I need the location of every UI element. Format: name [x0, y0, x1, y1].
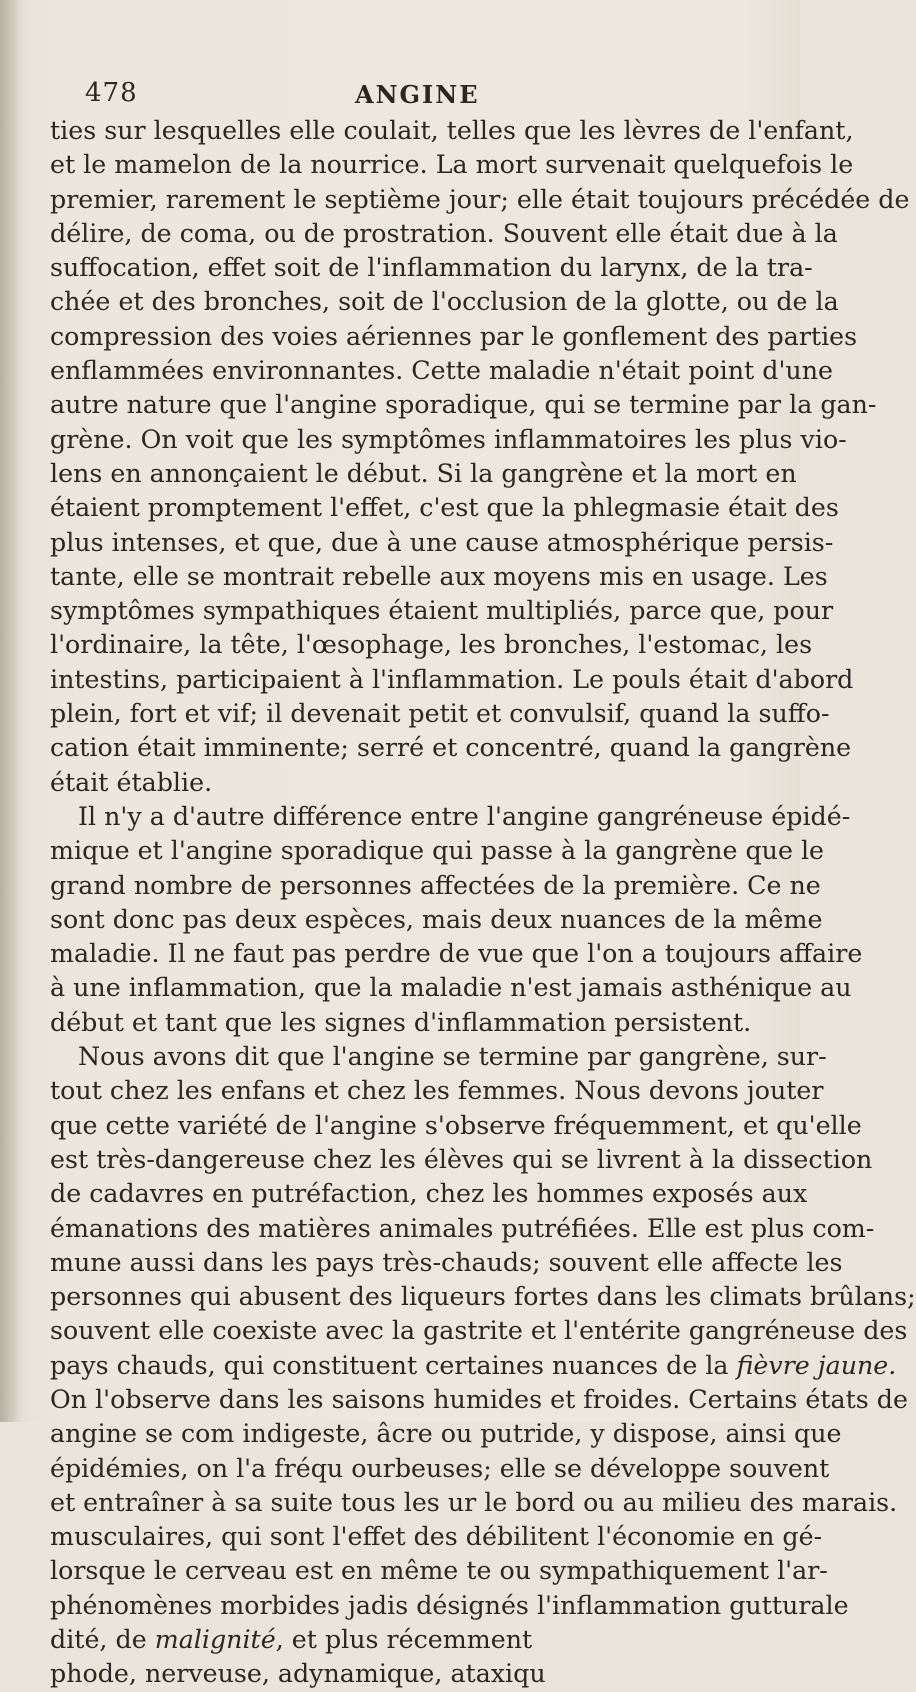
text-line-left: et entraîner à sa suite tous les [50, 1487, 440, 1517]
text-line [50, 663, 854, 697]
text-line [50, 388, 877, 422]
text-line-left: phode, nerveuse, adynamique, ataxiqu [50, 1659, 546, 1689]
text-line-content: grand nombre de personnes affectées de la première. Ce ne [50, 870, 821, 900]
text-line-content: plein, fort et vif; il devenait petit et convulsif, quand la suffo- [50, 699, 830, 729]
text-fragment: dité, de [50, 1625, 155, 1655]
page-spine-shadow [0, 0, 22, 1422]
text-line-left [50, 1625, 532, 1654]
text-line [50, 1040, 827, 1074]
text-line-content: intestins, participaient à l'inflammation. Le pouls était d'abord [50, 664, 854, 694]
text-line-content: cation était imminente; serré et concentré, quand la gangrène [50, 733, 852, 763]
text-line-content: lens en annonçaient le début. Si la gangrène et la mort en [50, 458, 797, 488]
body-text [50, 114, 916, 1692]
text-line [50, 217, 838, 251]
text-line [50, 766, 770, 800]
text-line [50, 1212, 875, 1246]
text-line [50, 285, 839, 319]
text-line [50, 1554, 828, 1588]
text-line-content: mique et l'angine sporadique qui passe à la gangrène que le [50, 836, 825, 866]
text-line-content: grène. On voit que les symptômes inflammatoires les plus vio- [50, 424, 847, 454]
text-line-right: indigeste, âcre ou putride, y dispose, ainsi que [234, 1419, 842, 1449]
text-line [50, 1246, 843, 1280]
text-line-right: ou sympathiquement l'ar- [491, 1556, 828, 1586]
text-line-content: souvent elle coexiste avec la gastrite et l'entérite gangréneuse des [50, 1316, 908, 1346]
text-line [50, 1589, 849, 1623]
text-line-content: de cadavres en putréfaction, chez les hommes exposés aux [50, 1179, 808, 1209]
text-line-left: épidémies, on l'a fréqu [50, 1453, 344, 1483]
text-line-content: mune aussi dans les pays très-chauds; souvent elle affecte les [50, 1247, 843, 1277]
text-line [50, 1006, 770, 1040]
text-line [50, 491, 839, 525]
text-line [50, 423, 847, 457]
page-header [85, 78, 725, 114]
text-line-content: premier, rarement le septième jour; elle était toujours précédée de [50, 184, 910, 214]
text-line-content: tout chez les enfans et chez les femmes. Nous devons jouter [50, 1076, 824, 1106]
text-line [50, 1177, 808, 1211]
italic-term: malignité [154, 1625, 276, 1655]
text-line-content: émanations des matières animales putréfiées. Elle est plus com- [50, 1213, 875, 1243]
text-fragment: , et plus récemment [275, 1625, 533, 1655]
text-line [50, 903, 823, 937]
page-number: 478 [85, 78, 138, 108]
text-line-content: début et tant que les signes d'inflammation persistent. [50, 1007, 752, 1037]
text-line-content: autre nature que l'angine sporadique, qui se termine par la gan- [50, 390, 877, 420]
text-line-right: ur le bord ou au milieu des marais. [439, 1487, 898, 1517]
text-line-content: était établie. [50, 767, 213, 797]
text-line [50, 731, 852, 765]
text-line-right: l'inflammation gutturale [528, 1590, 849, 1620]
text-line [50, 1417, 842, 1451]
text-line-content: délire, de coma, ou de prostration. Souvent elle était due à la [50, 218, 838, 248]
running-head: ANGINE [355, 80, 480, 109]
text-line-content: Nous avons dit que l'angine se termine par gangrène, sur- [78, 1042, 827, 1072]
text-line-content: ties sur lesquelles elle coulait, telles que les lèvres de l'enfant, [50, 116, 854, 145]
text-line-content: que cette variété de l'angine s'observe fréquemment, et qu'elle [50, 1110, 862, 1140]
text-line [50, 560, 828, 594]
text-line-content: plus intenses, et que, due à une cause atmosphérique persis- [50, 527, 834, 557]
text-line [50, 526, 834, 560]
text-line [50, 320, 858, 354]
text-line-content: est très-dangereuse chez les élèves qui se livrent à la dissection [50, 1144, 873, 1174]
text-line-content: Il n'y a d'autre différence entre l'angine gangréneuse épidé- [78, 801, 851, 831]
text-line [50, 1109, 862, 1143]
text-line-left: lorsque le cerveau est en même te [50, 1556, 492, 1586]
text-line [50, 697, 830, 731]
text-line-content: chée et des bronches, soit de l'occlusion de la glotte, ou de la [50, 287, 839, 317]
text-line [50, 1623, 770, 1657]
text-line [50, 354, 833, 388]
text-line [50, 834, 825, 868]
text-line-content: personnes qui abusent des liqueurs fortes dans les climats brûlans; [50, 1282, 916, 1312]
text-line-content: On l'observe dans les saisons humides et froides. Certains états de [50, 1384, 908, 1414]
text-line [50, 1280, 916, 1314]
text-line-left: musculaires, qui sont l'effet des [50, 1522, 458, 1552]
text-line-content: sont donc pas deux espèces, mais deux nuances de la même [50, 904, 823, 934]
text-line [50, 1520, 823, 1554]
text-line [50, 1452, 830, 1486]
text-line-content: symptômes sympathiques étaient multipliés, parce que, pour [50, 596, 834, 626]
text-line [50, 971, 852, 1005]
text-line [50, 937, 863, 971]
text-line [50, 1486, 898, 1520]
text-line-content: étaient promptement l'effet, c'est que la phlegmasie était des [50, 493, 839, 523]
italic-term: fièvre jaune. [736, 1350, 897, 1380]
text-line-left: phénomènes morbides jadis désignés [50, 1590, 529, 1620]
text-line-content: maladie. Il ne faut pas perdre de vue que l'on a toujours affaire [50, 939, 863, 969]
text-line [50, 594, 834, 628]
text-line [50, 628, 813, 662]
text-line [50, 1383, 908, 1417]
text-line-content: pays chauds, qui constituent certaines nuances de la [50, 1350, 737, 1380]
text-line [50, 457, 797, 491]
text-line-content: suffocation, effet soit de l'inflammation du larynx, de la tra- [50, 253, 813, 283]
text-line-right: ourbeuses; elle se développe souvent [343, 1453, 830, 1483]
text-line [50, 1314, 908, 1348]
text-line [50, 114, 854, 148]
text-line [50, 800, 851, 834]
text-line-content: compression des voies aériennes par le gonflement des parties [50, 321, 858, 351]
text-line [50, 869, 821, 903]
text-line [50, 251, 813, 285]
text-line [50, 1074, 824, 1108]
text-line [50, 1657, 770, 1691]
text-line-content: et le mamelon de la nourrice. La mort survenait quelquefois le [50, 150, 854, 180]
text-line [50, 1143, 873, 1177]
text-line [50, 148, 854, 182]
text-line-content: l'ordinaire, la tête, l'œsophage, les bronches, l'estomac, les [50, 630, 813, 660]
text-line [50, 183, 910, 217]
text-line-content: tante, elle se montrait rebelle aux moyens mis en usage. Les [50, 561, 828, 591]
text-line-content: enflammées environnantes. Cette maladie n'était point d'une [50, 356, 833, 386]
text-line-right: débilitent l'économie en gé- [457, 1522, 823, 1552]
text-line [50, 1349, 897, 1383]
text-line-content: à une inflammation, que la maladie n'est jamais asthénique au [50, 973, 852, 1003]
text-line-left: angine se com [50, 1419, 235, 1449]
